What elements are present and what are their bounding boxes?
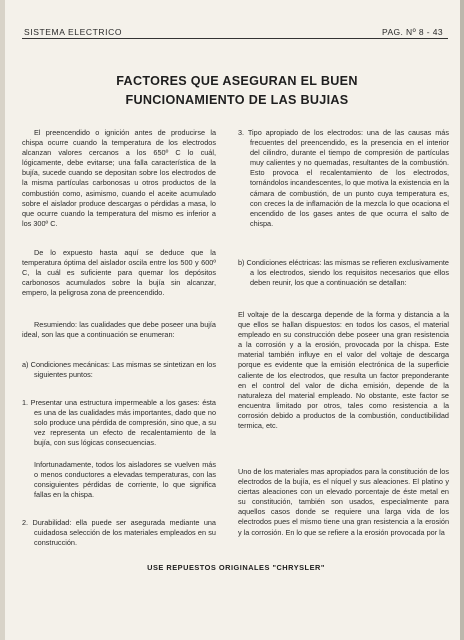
left-paragraph-5: [22, 398, 216, 448]
left-paragraph-3: [22, 320, 216, 340]
paragraph-text: 3. Tipo apropiado de los electrodos: una de las causas más frecuentes del preencendido, es la presencia en el interior del cilindro, durante el tiempo de compresión de partículas muy calientes y no quemadas, resultantes de la combustión. Esto provoca el recalentamiento de los electrodos, tornándolos incandescentes, lo que motiva la existencia en la cámara de combustión, de un punto cuya temperatura es, con creces la de inflamación de la mezcla lo que ocaciona el encendido de los gases antes de que ocurra el salto de chispa.: [238, 128, 449, 228]
header-divider: [22, 38, 448, 39]
paragraph-text: El preencendido o ignición antes de producirse la chispa ocurre cuando la temperatura de los electrodos alcanzan valores cercanos a los 650º C lo cuál, lógicamente, debe evitarse; una falla característica de la bujía, sucede cuando se depositan sobre los electrodos de la misma partículas carbonosas u otros productos de la combustión como, asimismo, cuando el aceite acumulado sobre el aislador produce descargas o pérdidas a masa, lo que ocurre cuando la temperatura del mismo es inferior a los 300º C.: [22, 128, 216, 228]
paragraph-text: Resumiendo: las cualidades que debe poseer una bujía ideal, son las que a continuación se enumeran:: [22, 320, 216, 340]
right-paragraph-1: [238, 128, 449, 229]
left-paragraph-2: [22, 248, 216, 298]
paragraph-text: 2. Durabilidad: ella puede ser asegurada mediante una cuidadosa selección de los materiales empleados en su construcción.: [22, 518, 216, 548]
left-paragraph-6: [22, 460, 216, 500]
section-header: SISTEMA ELECTRICO: [24, 27, 123, 37]
left-paragraph-4: [22, 360, 216, 380]
page-title: [92, 72, 382, 110]
footer-note: USE REPUESTOS ORIGINALES "CHRYSLER": [147, 563, 325, 572]
right-paragraph-3: [238, 310, 449, 431]
paragraph-text: El voltaje de la descarga depende de la forma y distancia a la que ellos se hallan dispuestos: en todos los casos, el material empleado en su construcción debe poseer una gran resistencia a la corrosión y a la erosión, provocada por la chispa. Este material también influye en el valor del voltaje de descarga porque es evidente que la emisión electrónica de la superficie caliente de los electrodos, que resulta un factor preponderante en el control del valor de dicha emisión, depende de la naturaleza del material empleado. No obstante, este factor se encuentra limitado por otros, tales como resistencia a la corrosión debido a productos de la combustión, conductibilidad termica, etc.: [238, 310, 449, 431]
page-edge-right: [460, 0, 464, 640]
left-paragraph-1: [22, 128, 216, 229]
paragraph-text: b) Condiciones eléctricas: las mismas se refieren exclusivamente a los electrodos, siendo los requisitos necesarios que ellos deben reunir, los que a continuación se detallan:: [238, 258, 449, 288]
right-paragraph-4: [238, 467, 449, 538]
title-line-2: FUNCIONAMIENTO DE LAS BUJIAS: [125, 93, 349, 107]
right-paragraph-2: [238, 258, 449, 288]
title-line-1: FACTORES QUE ASEGURAN EL BUEN: [116, 74, 358, 88]
left-paragraph-7: [22, 518, 216, 548]
page-edge-left: [0, 0, 5, 640]
paragraph-text: De lo expuesto hasta aquí se deduce que la temperatura óptima del aislador oscila entre los 500 y 600º C, la cuál es suficiente para quemar los depósitos carbonosos acumulados sobre la bujía sin alcanzar, empero, la peligrosa zona de preencendido.: [22, 248, 216, 298]
paragraph-text: a) Condiciones mecánicas: Las mismas se sintetizan en los siguientes puntos:: [22, 360, 216, 380]
page-number: PAG. Nº 8 - 43: [382, 27, 443, 37]
paragraph-text: 1. Presentar una estructura impermeable a los gases: ésta es una de las cualidades más importantes, dado que no solo produce una pérdida de compresión, sino que, a su vez representa un efecto de recalentamiento de la bujía, con sus lógicas consecuencias.: [22, 398, 216, 448]
paragraph-text: Infortunadamente, todos los aisladores se vuelven más o menos conductores a elevadas temperaturas, con las consiguientes pérdidas de corriente, lo que significa fallas en la chispa.: [34, 460, 216, 500]
paragraph-text: Uno de los materiales mas apropiados para la constitución de los electrodos de la bujía, es el níquel y sus aleaciones. El platino y ciertas aleaciones con un elevado porcentaje de éste metal en su constitución, también son usados, especialmente para aquellos casos donde se requiere una larga vida de los electrodos pues el mismo tiene una gran resistencia a la erosión y la corrosión. En lo que se refiere a la erosión provocada por la: [238, 467, 449, 537]
